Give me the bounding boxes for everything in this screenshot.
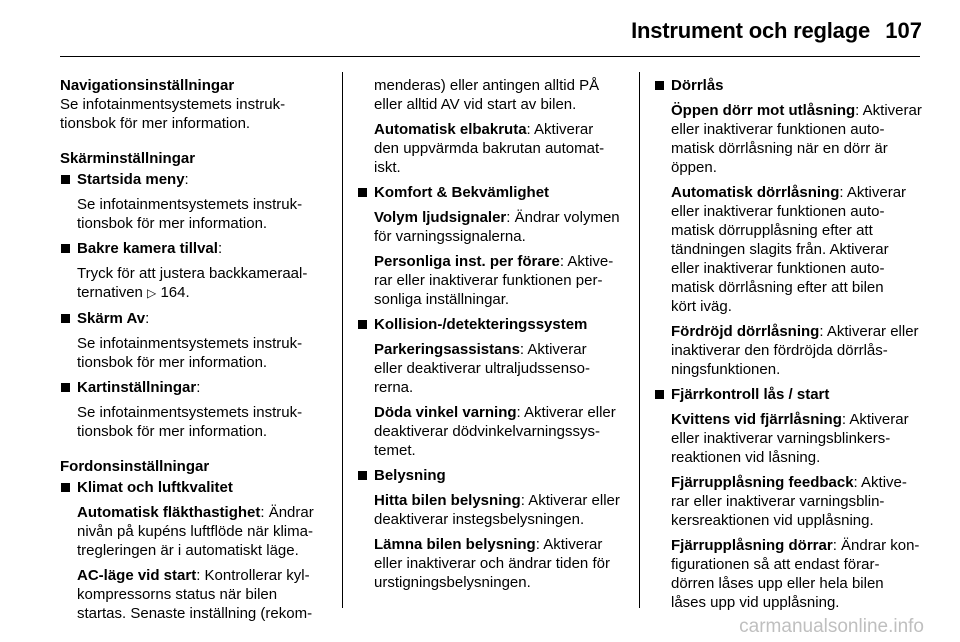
text-line: tionsbok för mer information.: [60, 115, 251, 132]
list-item-text: Automatisk fläkthastighet: Ändrar nivån på kupéns luftflöde när klima- tregleringen är i automatiskt läge.: [77, 504, 314, 559]
list-item: Bakre kamera tillval:: [60, 239, 330, 258]
list-item-text: Kvittens vid fjärrlåsning: Aktiverar eller inaktiverar varningsblinkers- reaktionen vid låsning.: [671, 411, 909, 466]
column-divider-2: [639, 72, 640, 608]
bullet-square-icon: [358, 320, 367, 329]
bullet-square-icon: [61, 383, 70, 392]
list-item-text: Parkeringsassistans: Aktiverar eller deaktiverar ultraljudssenso- rerna.: [374, 341, 590, 396]
list-item: Kollision-/detekteringssystem: [357, 315, 627, 334]
page-number: 107: [885, 18, 922, 43]
list-item-text: Se infotainmentsystemets instruk- tionsbok för mer information.: [77, 404, 303, 440]
list-item: Komfort & Bekvämlighet: [357, 183, 627, 202]
list-item: Kartinställningar:: [60, 378, 330, 397]
list-item-text: Automatisk dörrlåsning: Aktiverar eller inaktiverar funktionen auto- matisk dörrupplåsning efter att tändningen slagits från. Aktiverar eller inaktiverar funktionen auto- matisk dörrlåsning efter att bilen kört iväg.: [671, 184, 907, 315]
list-item-text: Öppen dörr mot utlåsning: Aktiverar eller inaktiverar funktionen auto- matisk dörrlåsning när en dörr är öppen.: [671, 102, 922, 176]
column-3: [654, 76, 924, 612]
column-1: [60, 76, 330, 623]
bullet-square-icon: [655, 390, 664, 399]
list-item: Klimat och luftkvalitet: [60, 478, 330, 497]
list-item-text: Automatisk elbakruta: Aktiverar den uppvärmda bakrutan automat- iskt.: [374, 121, 605, 176]
list-item-text: Fjärrupplåsning feedback: Aktive- rar eller inaktiverar varningsblin- kersreaktionen vid upplåsning.: [671, 474, 907, 529]
nav-settings-text: [60, 95, 330, 133]
vehicle-settings-heading: Fordonsinställningar: [60, 458, 210, 475]
column-divider-1: [342, 72, 343, 608]
screen-settings-heading: Skärminställningar: [60, 150, 196, 167]
list-item-text: Tryck för att justera backkameraal- ternativen ▷ 164.: [77, 265, 308, 301]
list-item: Belysning: [357, 466, 627, 485]
list-item: Fjärrkontroll lås / start: [654, 385, 924, 404]
bullet-square-icon: [61, 314, 70, 323]
text-line: Se infotainmentsystemets instruk-: [60, 96, 286, 113]
list-item: Dörrlås: [654, 76, 924, 95]
list-item-text: Hitta bilen belysning: Aktiverar eller deaktiverar instegsbelysningen.: [374, 492, 620, 528]
page-reference: 164.: [160, 284, 190, 301]
list-item-text: menderas) eller antingen alltid PÅ eller alltid AV vid start av bilen.: [374, 77, 600, 113]
list-item-text: Fördröjd dörrlåsning: Aktiverar eller inaktiverar den fördröjda dörrlås- ningsfunktionen.: [671, 323, 919, 378]
list-item-text: Se infotainmentsystemets instruk- tionsbok för mer information.: [77, 196, 303, 232]
nav-settings-heading: Navigationsinställningar: [60, 77, 235, 94]
bullet-square-icon: [358, 188, 367, 197]
list-item-text: Döda vinkel varning: Aktiverar eller deaktiverar dödvinkelvarningssys- temet.: [374, 404, 616, 459]
list-item: Startsida meny:: [60, 170, 330, 189]
list-item-text: Volym ljudsignaler: Ändrar volymen för varningssignalerna.: [374, 209, 620, 245]
page-reference-arrow-icon: ▷: [147, 286, 157, 300]
bullet-square-icon: [61, 483, 70, 492]
list-item: Skärm Av:: [60, 309, 330, 328]
list-item-text: AC-läge vid start: Kontrollerar kyl- kompressorns status när bilen startas. Senaste inställning (rekom-: [77, 567, 313, 622]
watermark: carmanualsonline.info: [739, 616, 924, 637]
bullet-square-icon: [655, 81, 664, 90]
section-title: Instrument och reglage: [631, 18, 870, 43]
bullet-square-icon: [61, 244, 70, 253]
bullet-square-icon: [61, 175, 70, 184]
list-item-text: Personliga inst. per förare: Aktive- rar eller inaktiverar funktionen per- sonliga inställningar.: [374, 253, 614, 308]
list-item-text: Se infotainmentsystemets instruk- tionsbok för mer information.: [77, 335, 303, 371]
column-2: [357, 76, 627, 592]
list-item-text: Lämna bilen belysning: Aktiverar eller inaktiverar och ändrar tiden för urstigningsbelysningen.: [374, 536, 610, 591]
list-item-text: Fjärrupplåsning dörrar: Ändrar kon- figurationen så att endast förar- dörren låses upp eller hela bilen låses upp vid upplåsning.: [671, 537, 920, 611]
header-divider: [60, 56, 920, 57]
bullet-square-icon: [358, 471, 367, 480]
